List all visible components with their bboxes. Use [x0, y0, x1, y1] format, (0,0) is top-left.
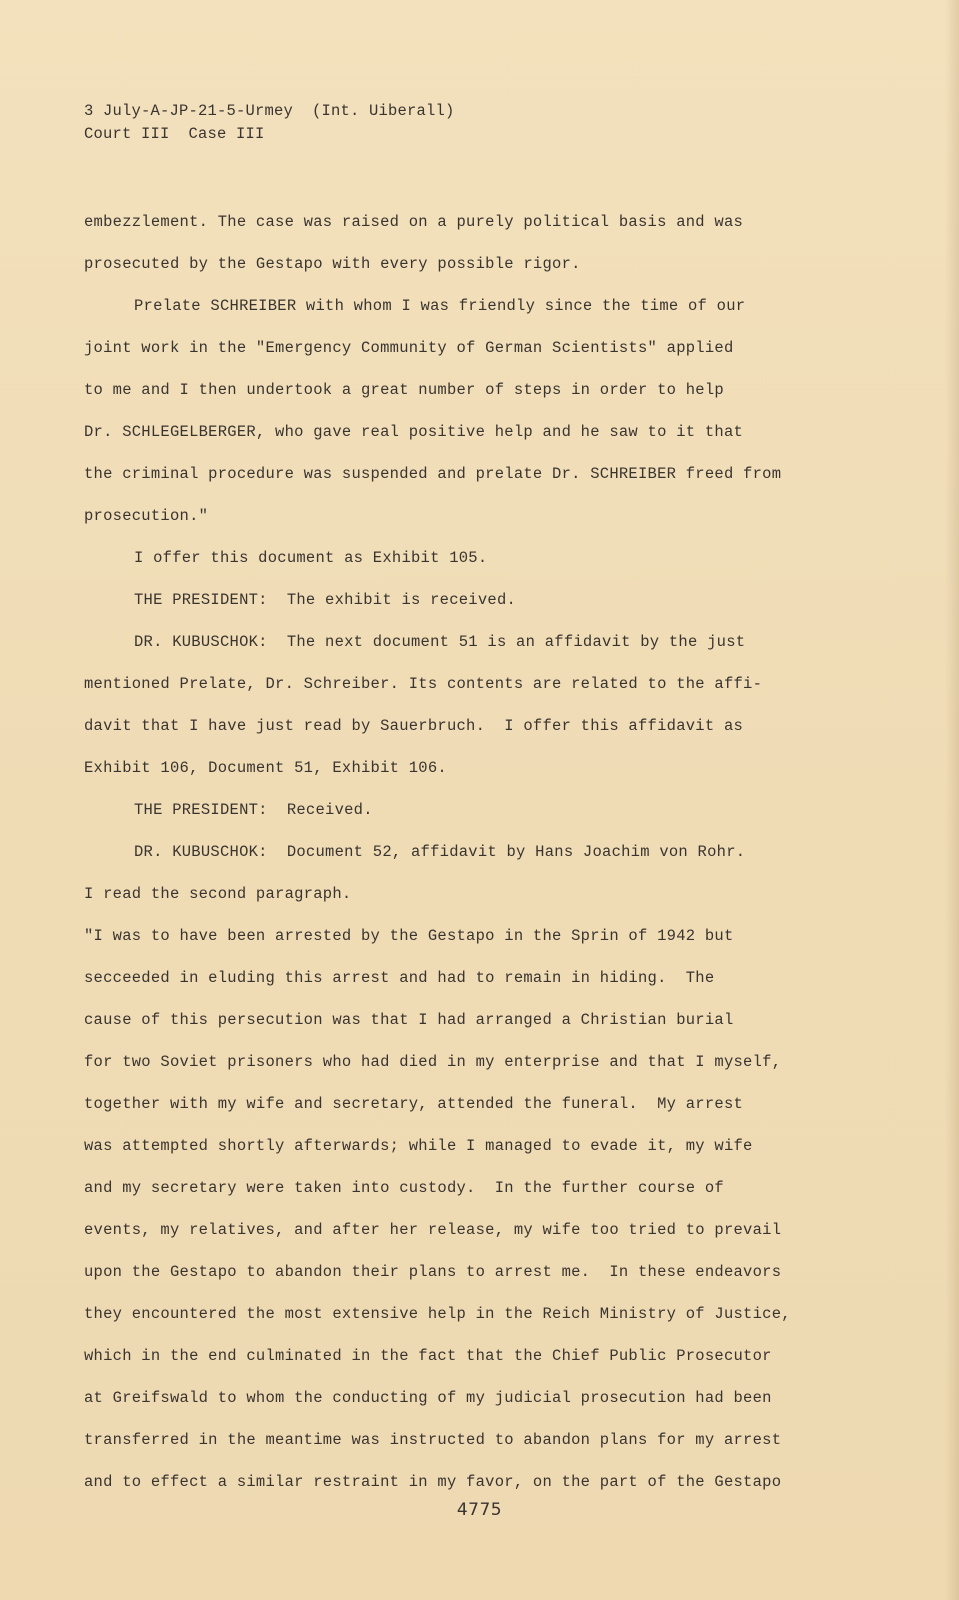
transcript-body	[84, 201, 844, 1503]
paper-edge-shadow	[945, 0, 959, 1600]
text-line: DR. KUBUSCHOK: Document 52, affidavit by Hans Joachim von Rohr.	[134, 843, 746, 861]
text-line: for two Soviet prisoners who had died in my enterprise and that I myself,	[84, 1053, 782, 1071]
text-line: THE PRESIDENT: The exhibit is received.	[134, 591, 517, 609]
text-line: embezzlement. The case was raised on a purely political basis and was	[84, 213, 744, 231]
text-line: and to effect a similar restraint in my favor, on the part of the Gestapo	[84, 1473, 782, 1491]
text-line: the criminal procedure was suspended and prelate Dr. SCHREIBER freed from	[84, 465, 782, 483]
text-line: Exhibit 106, Document 51, Exhibit 106.	[84, 759, 447, 777]
document-header	[84, 100, 455, 146]
text-line: which in the end culminated in the fact that the Chief Public Prosecutor	[84, 1347, 772, 1365]
page-number: 4775	[456, 1500, 503, 1520]
text-line: prosecution."	[84, 507, 209, 525]
text-line: events, my relatives, and after her release, my wife too tried to prevail	[84, 1221, 782, 1239]
text-line: at Greifswald to whom the conducting of my judicial prosecution had been	[84, 1389, 772, 1407]
text-line: Prelate SCHREIBER with whom I was friendly since the time of our	[134, 297, 746, 315]
text-line: cause of this persecution was that I had arranged a Christian burial	[84, 1011, 734, 1029]
text-line: mentioned Prelate, Dr. Schreiber. Its contents are related to the affi-	[84, 675, 763, 693]
text-line: secceeded in eluding this arrest and had to remain in hiding. The	[84, 969, 715, 987]
header-line-2: Court III Case III	[84, 125, 265, 143]
text-line: I read the second paragraph.	[84, 885, 352, 903]
text-line: davit that I have just read by Sauerbruch. I offer this affidavit as	[84, 717, 744, 735]
text-line: joint work in the "Emergency Community of German Scientists" applied	[84, 339, 734, 357]
text-line: Dr. SCHLEGELBERGER, who gave real positive help and he saw to it that	[84, 423, 744, 441]
text-line: upon the Gestapo to abandon their plans to arrest me. In these endeavors	[84, 1263, 782, 1281]
text-line: "I was to have been arrested by the Gestapo in the Sprin of 1942 but	[84, 927, 734, 945]
text-line: to me and I then undertook a great number of steps in order to help	[84, 381, 724, 399]
text-line: together with my wife and secretary, attended the funeral. My arrest	[84, 1095, 744, 1113]
text-line: was attempted shortly afterwards; while I managed to evade it, my wife	[84, 1137, 753, 1155]
text-line: transferred in the meantime was instructed to abandon plans for my arrest	[84, 1431, 782, 1449]
text-line: DR. KUBUSCHOK: The next document 51 is an affidavit by the just	[134, 633, 746, 651]
text-line: prosecuted by the Gestapo with every possible rigor.	[84, 255, 581, 273]
text-line: THE PRESIDENT: Received.	[134, 801, 373, 819]
text-line: I offer this document as Exhibit 105.	[134, 549, 488, 567]
text-line: and my secretary were taken into custody. In the further course of	[84, 1179, 724, 1197]
header-line-1: 3 July-A-JP-21-5-Urmey (Int. Uiberall)	[84, 102, 455, 120]
text-line: they encountered the most extensive help in the Reich Ministry of Justice,	[84, 1305, 791, 1323]
